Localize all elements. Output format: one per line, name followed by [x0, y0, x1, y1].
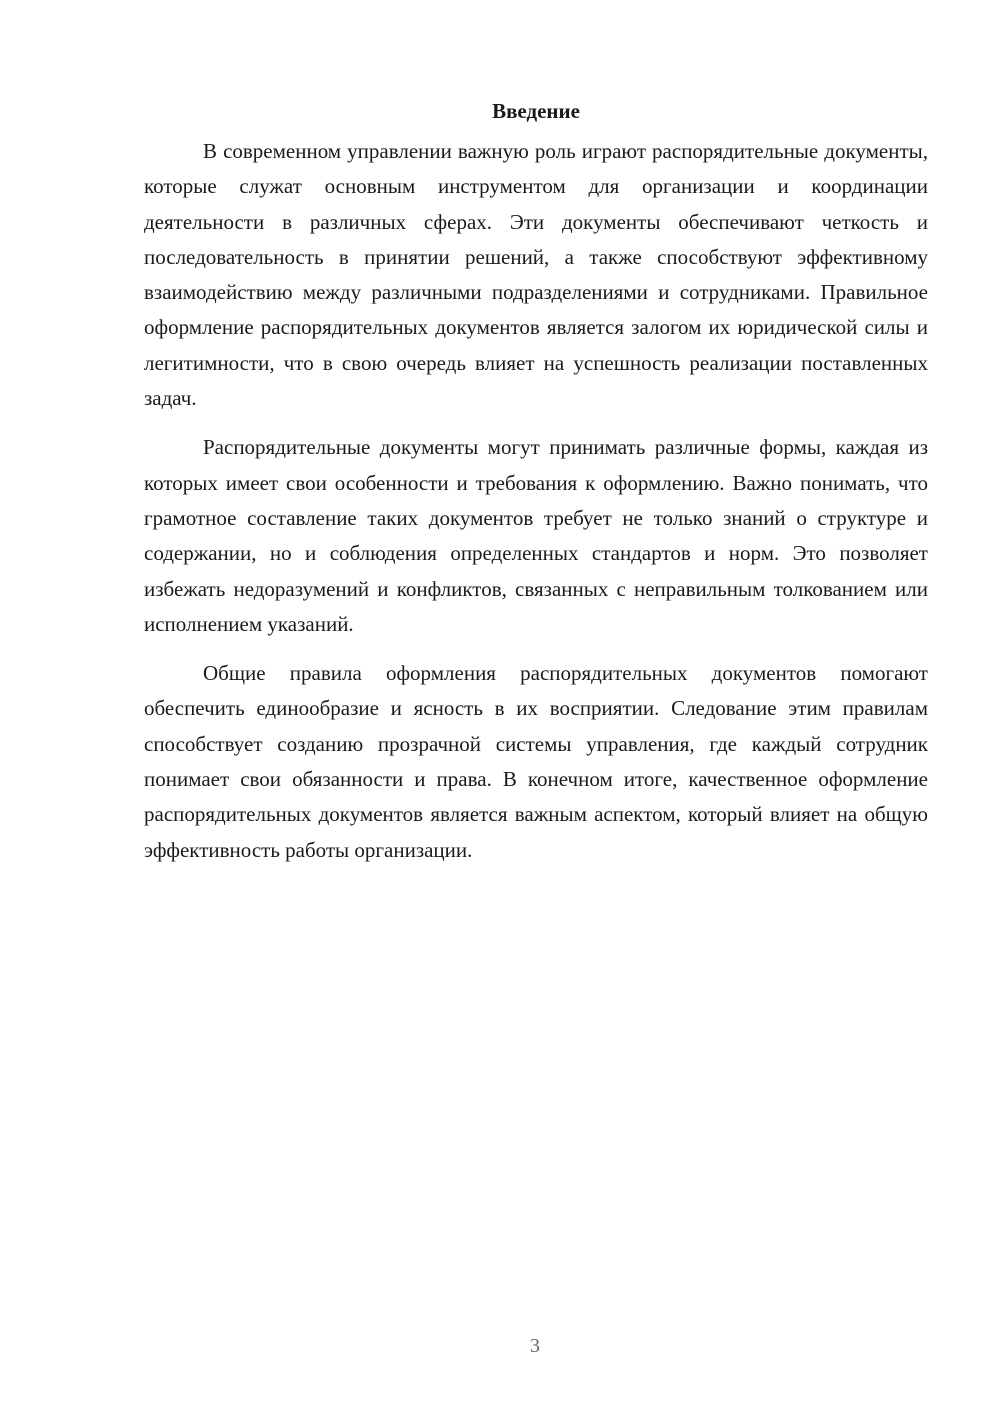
paragraph-2: Распорядительные документы могут принимать различные формы, каждая из которых имеет свои особенности и требования к оформлению. Важно понимать, что грамотное составление таких документов требует не только знаний о структуре и содержании, но и соблюдения определенных стандартов и норм. Это позволяет избежать недоразумений и конфликтов, связанных с неправильным толкованием или исполнением указаний.: [144, 435, 928, 636]
page-number: 3: [530, 1335, 540, 1357]
paragraph-1: В современном управлении важную роль играют распорядительные документы, которые служат основным инструментом для организации и координации деятельности в различных сферах. Эти документы обеспечивают четкость и последовательность в принятии решений, а также способствуют эффективному взаимодействию между различными подразделениями и сотрудниками. Правильное оформление распорядительных документов является залогом их юридической силы и легитимности, что в свою очередь влияет на успешность реализации поставленных задач.: [144, 139, 928, 411]
page-content: [144, 96, 928, 882]
paragraph-3: Общие правила оформления распорядительных документов помогают обеспечить единообразие и ясность в их восприятии. Следование этим правилам способствует созданию прозрачной системы управления, где каждый сотрудник понимает свои обязанности и права. В конечном итоге, качественное оформление распорядительных документов является важным аспектом, который влияет на общую эффективность работы организации.: [144, 661, 928, 862]
section-title: Введение: [492, 99, 580, 123]
